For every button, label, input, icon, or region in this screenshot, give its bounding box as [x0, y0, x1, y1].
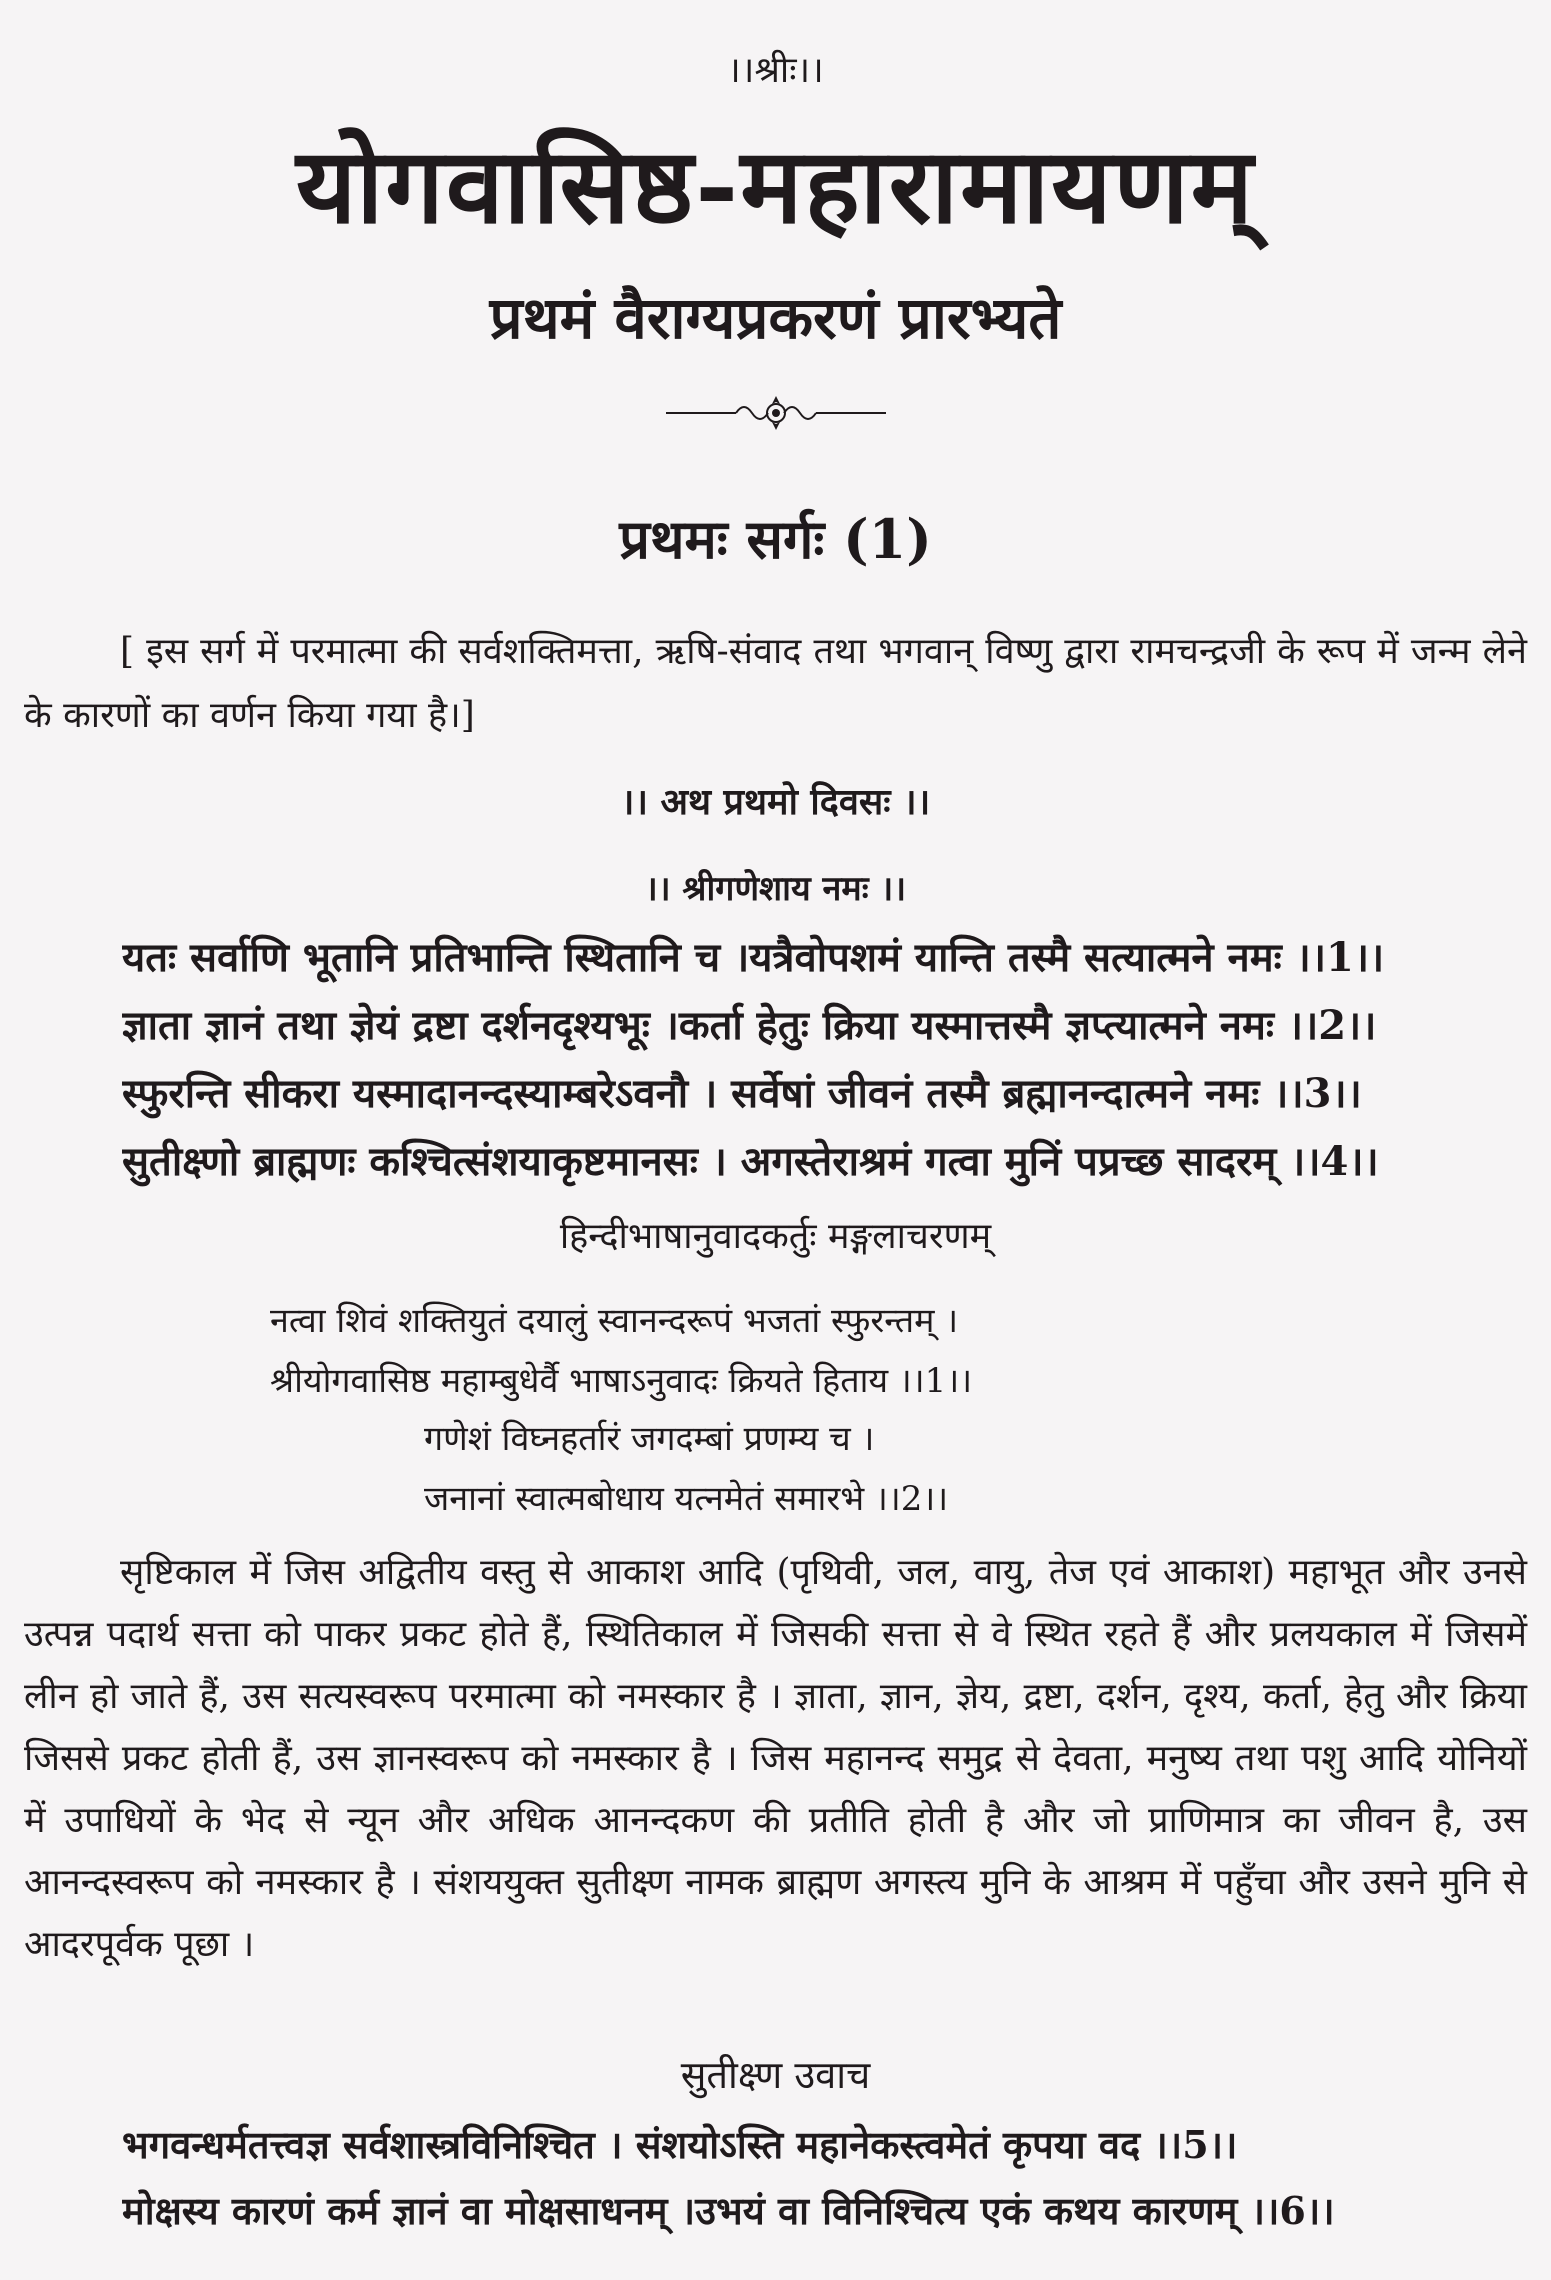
sanskrit-verse: यतः सर्वाणि भूतानि प्रतिभान्ति स्थितानि च ।यत्रैवोपशमं यान्ति तस्मै सत्यात्मने नमः ।।1।। — [122, 934, 1385, 981]
ornament-divider — [0, 388, 1551, 448]
mangala-line: जनानां स्वात्मबोधाय यत्नमेतं समारभे ।।2।। — [424, 1479, 949, 1519]
sanskrit-verse: सुतीक्ष्णो ब्राह्मणः कश्चित्संशयाकृष्टमानसः । अगस्तेराश्रमं गत्वा मुनिं पप्रच्छ सादरम् ।।4।। — [122, 1138, 1379, 1185]
translator-heading: हिन्दीभाषानुवादकर्तुः मङ्गलाचरणम् — [559, 1216, 992, 1257]
dialogue-verse: मोक्षस्य कारणं कर्म ज्ञानं वा मोक्षसाधनम् ।उभयं वा विनिश्चित्य एकं कथय कारणम् ।।6।। — [122, 2188, 1335, 2233]
invocation-mark: ।।श्रीः।। — [727, 50, 824, 91]
sanskrit-verse: ज्ञाता ज्ञानं तथा ज्ञेयं द्रष्टा दर्शनदृश्यभूः ।कर्ता हेतुः क्रिया यस्मात्तस्मै ज्ञप्त्यात्मने नमः ।।2।। — [122, 1002, 1377, 1049]
flourish-icon — [666, 388, 886, 438]
mangala-line: नत्वा शिवं शक्तियुतं दयालुं स्वानन्दरूपं भजतां स्फुरन्तम् । — [270, 1301, 959, 1341]
chapter-summary: [ इस सर्ग में परमात्मा की सर्वशक्तिमत्ता, ऋषि-संवाद तथा भगवान् विष्णु द्वारा रामचन्द्रजी के रूप में जन्म लेने के कारणों का वर्णन किया गया है।] — [24, 631, 1527, 736]
dialogue-verse: भगवन्धर्मतत्त्वज्ञ सर्वशास्त्रविनिश्चित । संशयोऽस्ति महानेकस्त्वमेतं कृपया वद ।।5।। — [122, 2122, 1238, 2167]
speaker-heading: सुतीक्ष्ण उवाच — [680, 2053, 871, 2097]
mangala-line: श्रीयोगवासिष्ठ महाम्बुधेर्वै भाषाऽनुवादः क्रियते हिताय ।।1।। — [270, 1361, 973, 1401]
sanskrit-verse: स्फुरन्ति सीकरा यस्मादानन्दस्याम्बरेऽवनौ । सर्वेषां जीवनं तस्मै ब्रह्मानन्दात्मने नमः ।।3।। — [122, 1070, 1362, 1117]
book-title: योगवासिष्ठ-महारामायणम् — [296, 124, 1255, 247]
day-heading: ।। अथ प्रथमो दिवसः ।। — [620, 781, 931, 823]
hindi-commentary: सृष्टिकाल में जिस अद्वितीय वस्तु से आकाश आदि (पृथिवी, जल, वायु, तेज एवं आकाश) महाभूत और उनसे उत्पन्न पदार्थ सत्ता को पाकर प्रकट होते हैं, स्थितिकाल में जिसकी सत्ता से वे स्थित रहते हैं और प्रलयकाल में जिसमें लीन हो जाते हैं, उस सत्यस्वरूप परमात्मा को नमस्कार है । ज्ञाता, ज्ञान, ज्ञेय, द्रष्टा, दर्शन, दृश्य, कर्ता, हेतु और क्रिया जिससे प्रकट होती हैं, उस ज्ञानस्वरूप को नमस्कार है । जिस महानन्द समुद्र से देवता, मनुष्य तथा पशु आदि योनियों में उपाधियों के भेद से न्यून और अधिक आनन्दकण की प्रतीति होती है और जो प्राणिमात्र का जीवन है, उस आनन्दस्वरूप को नमस्कार है । संशययुक्त सुतीक्ष्ण नामक ब्राह्मण अगस्त्य मुनि के आश्रम में पहुँचा और उसने मुनि से आदरपूर्वक पूछा । — [24, 1552, 1527, 1965]
mangala-line: गणेशं विघ्नहर्तारं जगदम्बां प्रणम्य च । — [424, 1419, 875, 1459]
chapter-heading: प्रथमः सर्गः (1) — [619, 507, 932, 571]
section-subtitle: प्रथमं वैराग्यप्रकरणं प्रारभ्यते — [489, 284, 1062, 352]
ganesh-invocation: ।। श्रीगणेशाय नमः ।। — [644, 869, 907, 909]
